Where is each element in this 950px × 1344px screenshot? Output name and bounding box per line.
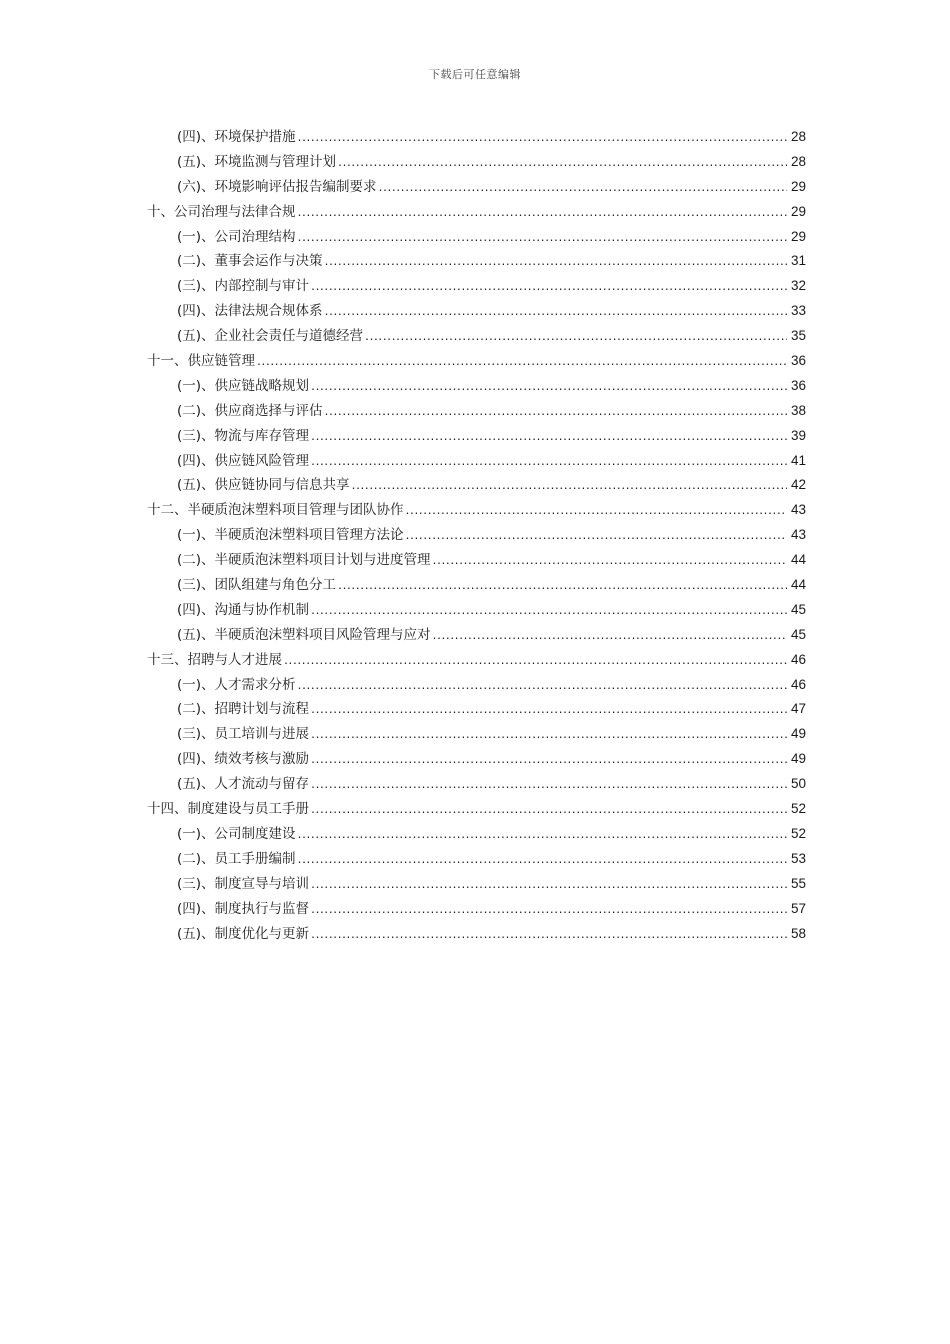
toc-page-number: 57 <box>790 900 806 916</box>
toc-entry-label: (三)、团队组建与角色分工 <box>177 577 337 594</box>
toc-dot-leader <box>310 724 787 749</box>
toc-section-entry[interactable] <box>147 548 806 573</box>
toc-dot-leader <box>297 227 787 252</box>
toc-dot-leader <box>283 650 787 675</box>
toc-section-entry[interactable] <box>147 697 806 722</box>
toc-dot-leader <box>337 575 787 600</box>
toc-chapter-entry[interactable] <box>147 349 806 374</box>
toc-page-number: 35 <box>790 328 806 344</box>
toc-chapter-entry[interactable] <box>147 200 806 225</box>
toc-dot-leader <box>324 301 787 326</box>
toc-section-entry[interactable] <box>147 424 806 449</box>
toc-section-entry[interactable] <box>147 299 806 324</box>
toc-entry-label: (五)、半硬质泡沫塑料项目风险管理与应对 <box>177 626 431 643</box>
toc-entry-label: (五)、环境监测与管理计划 <box>177 153 337 170</box>
toc-dot-leader <box>310 874 787 899</box>
toc-page-number: 47 <box>790 701 806 717</box>
toc-dot-leader <box>432 625 787 650</box>
toc-page-number: 55 <box>790 875 806 891</box>
toc-entry-label: (三)、制度宣导与培训 <box>177 875 310 892</box>
toc-dot-leader <box>324 401 787 426</box>
toc-dot-leader <box>310 924 787 949</box>
toc-entry-label: (五)、供应链协同与信息共享 <box>177 477 350 494</box>
toc-section-entry[interactable] <box>147 150 806 175</box>
toc-entry-label: (一)、公司治理结构 <box>177 228 296 245</box>
toc-dot-leader <box>432 550 787 575</box>
toc-section-entry[interactable] <box>147 175 806 200</box>
toc-dot-leader <box>297 824 787 849</box>
toc-page-number: 45 <box>790 626 806 642</box>
toc-dot-leader <box>297 849 787 874</box>
toc-page-number: 32 <box>790 278 806 294</box>
toc-entry-label: (二)、董事会运作与决策 <box>177 253 323 270</box>
toc-page-number: 29 <box>790 228 806 244</box>
toc-page-number: 46 <box>790 651 806 667</box>
toc-page-number: 49 <box>790 726 806 742</box>
toc-section-entry[interactable] <box>147 623 806 648</box>
toc-dot-leader <box>310 426 787 451</box>
toc-dot-leader <box>351 475 787 500</box>
toc-section-entry[interactable] <box>147 822 806 847</box>
toc-page-number: 29 <box>790 203 806 219</box>
toc-section-entry[interactable] <box>147 847 806 872</box>
toc-page-number: 45 <box>790 601 806 617</box>
toc-entry-label: 十、公司治理与法律合规 <box>147 203 296 220</box>
toc-dot-leader <box>297 127 787 152</box>
toc-dot-leader <box>310 899 787 924</box>
toc-entry-label: (一)、人才需求分析 <box>177 676 296 693</box>
toc-entry-label: (四)、法律法规合规体系 <box>177 303 323 320</box>
toc-dot-leader <box>310 699 787 724</box>
toc-section-entry[interactable] <box>147 449 806 474</box>
toc-section-entry[interactable] <box>147 523 806 548</box>
toc-page-number: 38 <box>790 402 806 418</box>
toc-dot-leader <box>310 451 787 476</box>
toc-entry-label: (五)、人才流动与留存 <box>177 776 310 793</box>
toc-page-number: 52 <box>790 825 806 841</box>
toc-page-number: 52 <box>790 801 806 817</box>
toc-section-entry[interactable] <box>147 249 806 274</box>
toc-dot-leader <box>337 152 787 177</box>
toc-page-number: 42 <box>790 477 806 493</box>
table-of-contents <box>147 125 806 946</box>
toc-dot-leader <box>310 799 787 824</box>
toc-section-entry[interactable] <box>147 374 806 399</box>
toc-section-entry[interactable] <box>147 324 806 349</box>
toc-page-number: 41 <box>790 452 806 468</box>
toc-entry-label: (二)、员工手册编制 <box>177 850 296 867</box>
toc-entry-label: (二)、半硬质泡沫塑料项目计划与进度管理 <box>177 552 431 569</box>
toc-entry-label: (四)、制度执行与监督 <box>177 900 310 917</box>
toc-page-number: 28 <box>790 129 806 144</box>
toc-page-number: 50 <box>790 776 806 792</box>
toc-entry-label: (一)、供应链战略规划 <box>177 377 310 394</box>
toc-page-number: 44 <box>790 552 806 568</box>
toc-entry-label: (三)、内部控制与审计 <box>177 278 310 295</box>
toc-entry-label: (四)、供应链风险管理 <box>177 452 310 469</box>
toc-page-number: 29 <box>790 178 806 194</box>
toc-dot-leader <box>310 600 787 625</box>
toc-section-entry[interactable] <box>147 922 806 947</box>
toc-entry-label: 十三、招聘与人才进展 <box>147 651 282 668</box>
toc-chapter-entry[interactable] <box>147 498 806 523</box>
toc-entry-label: (五)、企业社会责任与道德经营 <box>177 328 364 345</box>
toc-section-entry[interactable] <box>147 274 806 299</box>
toc-section-entry[interactable] <box>147 722 806 747</box>
toc-entry-label: (一)、半硬质泡沫塑料项目管理方法论 <box>177 527 404 544</box>
toc-page-number: 28 <box>790 153 806 169</box>
toc-section-entry[interactable] <box>147 598 806 623</box>
toc-entry-label: (四)、绩效考核与激励 <box>177 751 310 768</box>
toc-section-entry[interactable] <box>147 473 806 498</box>
toc-dot-leader <box>310 376 787 401</box>
toc-section-entry[interactable] <box>147 747 806 772</box>
toc-dot-leader <box>310 774 787 799</box>
toc-entry-label: (四)、沟通与协作机制 <box>177 601 310 618</box>
toc-page-number: 39 <box>790 427 806 443</box>
toc-page-number: 43 <box>790 527 806 543</box>
toc-dot-leader <box>405 525 787 550</box>
page-header: 下载后可任意编辑 <box>429 68 521 81</box>
toc-entry-label: (二)、供应商选择与评估 <box>177 402 323 419</box>
toc-entry-label: (一)、公司制度建设 <box>177 825 296 842</box>
toc-page-number: 46 <box>790 676 806 692</box>
toc-section-entry[interactable] <box>147 573 806 598</box>
toc-entry-label: (四)、环境保护措施 <box>177 129 296 145</box>
toc-entry-label: 十四、制度建设与员工手册 <box>147 801 309 818</box>
toc-page-number: 31 <box>790 253 806 269</box>
toc-entry-label: 十一、供应链管理 <box>147 353 255 370</box>
toc-dot-leader <box>297 675 787 700</box>
toc-section-entry[interactable] <box>147 772 806 797</box>
toc-page-number: 58 <box>790 925 806 941</box>
toc-page-number: 53 <box>790 850 806 866</box>
toc-page-number: 44 <box>790 577 806 593</box>
toc-page-number: 36 <box>790 353 806 369</box>
toc-entry-label: (二)、招聘计划与流程 <box>177 701 310 718</box>
toc-dot-leader <box>256 351 787 376</box>
toc-page-number: 49 <box>790 751 806 767</box>
toc-dot-leader <box>297 202 788 227</box>
toc-entry-label: (三)、物流与库存管理 <box>177 427 310 444</box>
toc-dot-leader <box>324 251 787 276</box>
toc-section-entry[interactable] <box>147 872 806 897</box>
toc-dot-leader <box>364 326 787 351</box>
toc-section-entry[interactable] <box>147 125 806 150</box>
toc-dot-leader <box>378 177 787 202</box>
toc-dot-leader <box>310 749 787 774</box>
toc-entry-label: (五)、制度优化与更新 <box>177 925 310 942</box>
toc-page-number: 33 <box>790 303 806 319</box>
toc-dot-leader <box>405 500 788 525</box>
toc-chapter-entry[interactable] <box>147 797 806 822</box>
toc-section-entry[interactable] <box>147 897 806 922</box>
toc-page-number: 43 <box>790 502 806 518</box>
toc-entry-label: 十二、半硬质泡沫塑料项目管理与团队协作 <box>147 502 404 519</box>
toc-section-entry[interactable] <box>147 399 806 424</box>
toc-section-entry[interactable] <box>147 673 806 698</box>
toc-entry-label: (六)、环境影响评估报告编制要求 <box>177 178 377 195</box>
toc-dot-leader <box>310 276 787 301</box>
toc-chapter-entry[interactable] <box>147 648 806 673</box>
toc-section-entry[interactable] <box>147 225 806 250</box>
toc-page-number: 36 <box>790 377 806 393</box>
toc-entry-label: (三)、员工培训与进展 <box>177 726 310 743</box>
